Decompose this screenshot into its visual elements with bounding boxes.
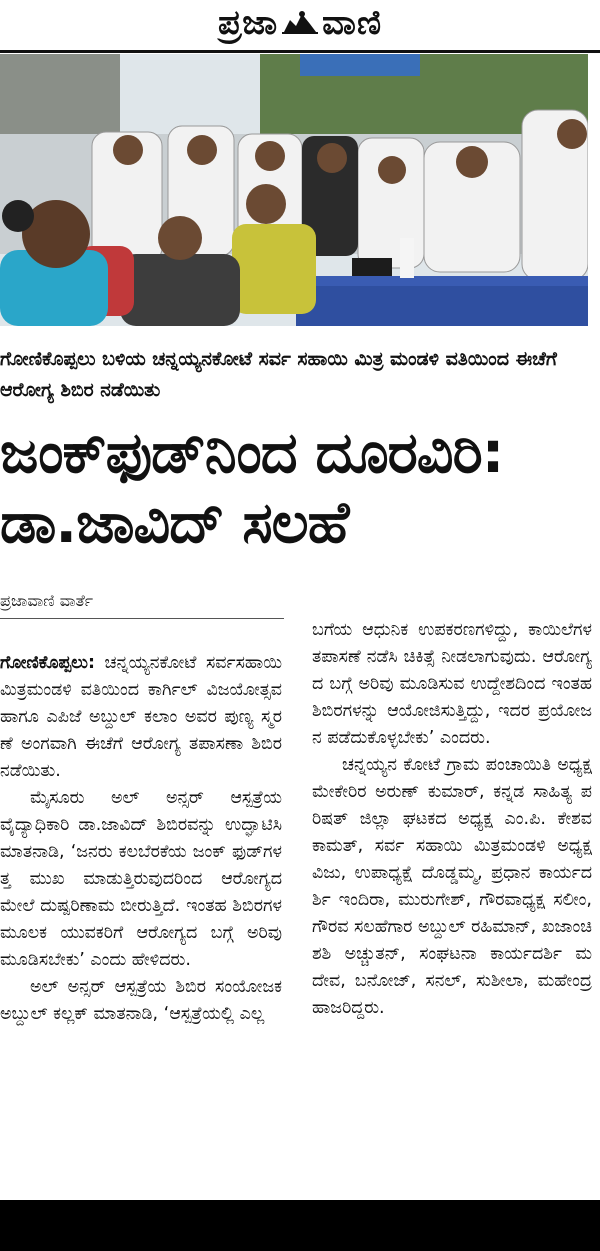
masthead-name-right: ವಾಣಿ — [322, 3, 383, 43]
article-column-1 — [0, 650, 282, 1028]
photo-caption: ಗೋಣಿಕೊಪ್ಪಲು ಬಳಿಯ ಚನ್ನಯ್ಯನಕೋಟೆ ಸರ್ವ ಸಹಾಯಿ ಮಿತ್ರ ಮಂಡಳಿ ವತಿಯಿಂದ ಈಚೆಗೆ ಆರೋಗ್ಯ ಶಿಬಿರ ನಡೆಯಿತು — [0, 348, 557, 401]
masthead-rule — [0, 50, 600, 53]
headline-line-2: ಡಾ.ಜಾವಿದ್ ಸಲಹೆ — [0, 490, 349, 556]
paragraph: ಮೈಸೂರು ಅಲ್ ಅನ್ಸರ್ ಆಸ್ಪತ್ರೆಯ ವೈದ್ಯಾಧಿಕಾರಿ ಡಾ.ಜಾವಿದ್ ಶಿಬಿರವನ್ನು ಉದ್ಘಾಟಿಸಿ ಮಾತನಾಡಿ, ‘ಜನರು ಕಲಬೆರಕೆಯ ಜಂಕ್ ಫುಡ್‌ಗಳತ್ತ ಮುಖ ಮಾಡುತ್ತಿರುವುದರಿಂದ ಆರೋಗ್ಯದ ಮೇಲೆ ದುಷ್ಪರಿಣಾಮ ಬೀರುತ್ತಿದೆ. ಇಂತಹ ಶಿಬಿರಗಳ ಮೂಲಕ ಯುವಕರಿಗೆ ಆರೋಗ್ಯದ ಬಗ್ಗೆ ಅರಿವು ಮೂಡಿಸಬೇಕು’ ಎಂದು ಹೇಳಿದರು. — [0, 788, 282, 970]
byline: ಪ್ರಜಾವಾಣಿ ವಾರ್ತೆ — [0, 591, 94, 610]
byline-rule — [0, 618, 284, 619]
news-photo — [0, 54, 588, 326]
masthead-name-left: ಪ್ರಜಾ — [217, 3, 279, 43]
paragraph: ಅಲ್ ಅನ್ಸರ್ ಆಸ್ಪತ್ರೆಯ ಶಿಬಿರ ಸಂಯೋಜಕ ಅಬ್ದುಲ್ ಕಲ್ಲಕ್ ಮಾತನಾಡಿ, ‘ಆಸ್ಪತ್ರೆಯಲ್ಲಿ ಎಲ್ಲ — [0, 977, 282, 1024]
headline-line-1: ಜಂಕ್‌ಫುಡ್‌ನಿಂದ ದೂರವಿರಿ: — [0, 420, 504, 486]
headline — [0, 418, 600, 558]
paragraph: ಬಗೆಯ ಆಧುನಿಕ ಉಪಕರಣಗಳಿದ್ದು, ಕಾಯಿಲೆಗಳ ತಪಾಸಣೆ ನಡೆಸಿ ಚಿಕಿತ್ಸೆ ನೀಡಲಾಗುವುದು. ಆರೋಗ್ಯದ ಬಗ್ಗೆ ಅರಿವು ಮೂಡಿಸುವ ಉದ್ದೇಶದಿಂದ ಇಂತಹ ಶಿಬಿರಗಳನ್ನು ಆಯೋಜಿಸುತ್ತಿದ್ದು, ಇದರ ಪ್ರಯೋಜನ ಪಡೆದುಕೊಳ್ಳಬೇಕು’ ಎಂದರು. — [312, 620, 592, 748]
paragraph: ಚನ್ನಯ್ಯನ ಕೋಟೆ ಗ್ರಾಮ ಪಂಚಾಯಿತಿ ಅಧ್ಯಕ್ಷ ಮೇಕೇರಿರ ಅರುಣ್ ಕುಮಾರ್, ಕನ್ನಡ ಸಾಹಿತ್ಯ ಪರಿಷತ್ ಜಿಲ್ಲಾ ಘಟಕದ ಅಧ್ಯಕ್ಷ ಎಂ.ಪಿ. ಕೇಶವಕಾಮತ್, ಸರ್ವ ಸಹಾಯಿ ಮಿತ್ರಮಂಡಳಿ ಅಧ್ಯಕ್ಷ ವಿಜು, ಉಪಾಧ್ಯಕ್ಷೆ ದೊಡ್ಡಮ್ಮ, ಪ್ರಧಾನ ಕಾರ್ಯದರ್ಶಿ ಇಂದಿರಾ, ಮುರುಗೇಶ್, ಗೌರವಾಧ್ಯಕ್ಷ ಸಲೀಂ, ಗೌರವ ಸಲಹೆಗಾರ ಅಬ್ದುಲ್ ರಹಿಮಾನ್, ಖಜಾಂಚಿ ಶಶಿ ಅಚ್ಚುತನ್, ಸಂಘಟನಾ ಕಾರ್ಯದರ್ಶಿ ಮದೇವ, ಬನೋಜ್, ಸನಲ್, ಸುಶೀಲಾ, ಮಹೇಂದ್ರ ಹಾಜರಿದ್ದರು. — [312, 755, 592, 1018]
masthead — [0, 0, 600, 50]
paragraph — [0, 650, 282, 785]
paragraph-text: ಚನ್ನಯ್ಯನಕೋಟೆ ಸರ್ವಸಹಾಯಿ ಮಿತ್ರಮಂಡಳಿ ವತಿಯಿಂದ ಕಾರ್ಗಿಲ್ ವಿಜಯೋತ್ಸವ ಹಾಗೂ ಎಪಿಜೆ ಅಬ್ದುಲ್ ಕಲಾಂ ಅವರ ಪುಣ್ಯ ಸ್ಮರಣೆ ಅಂಗವಾಗಿ ಈಚೆಗೆ ಆರೋಗ್ಯ ತಪಾಸಣಾ ಶಿಬಿರ ನಡೆಯಿತು. — [0, 653, 282, 781]
masthead-emblem-icon — [280, 8, 320, 36]
dateline: ಗೋಣಿಕೊಪ್ಪಲು: — [0, 653, 95, 673]
article-column-2 — [312, 617, 592, 1022]
